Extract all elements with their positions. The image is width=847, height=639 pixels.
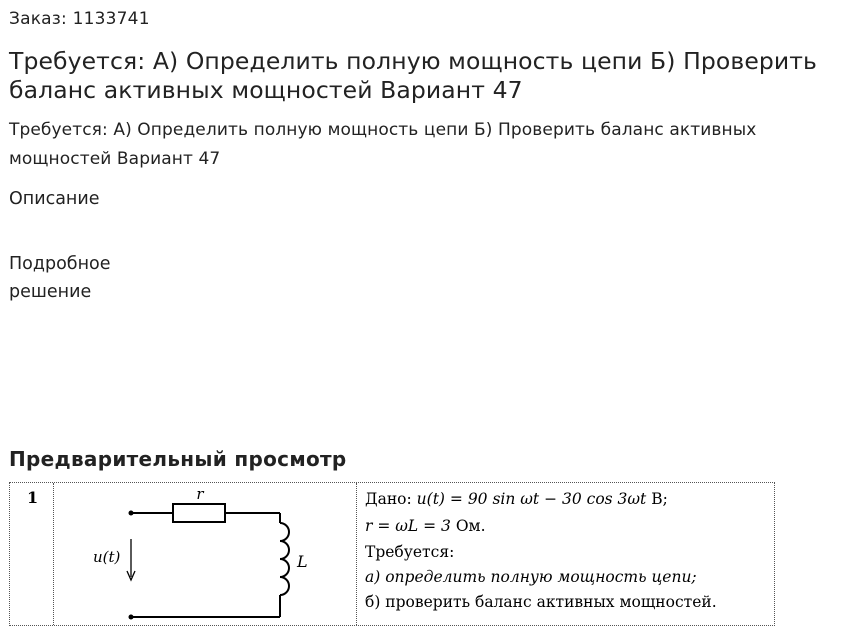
params-unit: Ом. bbox=[455, 517, 486, 535]
page-subtitle: Требуется: А) Определить полную мощность цепи Б) Проверить баланс активных мощностей Вариант 47 bbox=[9, 120, 757, 169]
row-number: 1 bbox=[27, 488, 39, 507]
task-a: а) определить полную мощность цепи; bbox=[365, 568, 697, 586]
given-line bbox=[365, 490, 668, 508]
task-b: б) проверить баланс активных мощностей. bbox=[365, 593, 717, 611]
order-label: Заказ: bbox=[9, 9, 67, 29]
circuit-cell bbox=[53, 483, 357, 625]
top-terminal bbox=[129, 511, 134, 516]
description-heading: Описание bbox=[9, 189, 100, 209]
order-line bbox=[9, 9, 150, 29]
preview-table bbox=[9, 482, 775, 626]
given-unit: В; bbox=[651, 490, 668, 508]
resistor-label: r bbox=[196, 485, 204, 503]
preview-heading: Предварительный просмотр bbox=[9, 447, 347, 471]
given-label: Дано: bbox=[365, 490, 412, 508]
params-line bbox=[365, 517, 486, 535]
resistor-symbol bbox=[173, 504, 225, 522]
inductor-label: L bbox=[297, 552, 308, 571]
params-formula: r = ωL = 3 bbox=[365, 517, 451, 535]
page-title: Требуется: А) Определить полную мощность цепи Б) Проверить баланс активных мощностей Вариант 47 bbox=[9, 47, 818, 104]
task-text-cell bbox=[357, 483, 775, 625]
number-cell bbox=[10, 483, 54, 625]
given-formula: u(t) = 90 sin ωt − 30 cos 3ωt bbox=[416, 490, 647, 508]
inductor-symbol bbox=[280, 523, 289, 595]
order-number: 1133741 bbox=[72, 9, 150, 29]
required-label: Требуется: bbox=[365, 543, 455, 561]
circuit-diagram bbox=[53, 483, 356, 626]
bottom-terminal bbox=[129, 615, 134, 620]
detailed-solution-label: Подробное решение bbox=[9, 254, 111, 302]
voltage-label: u(t) bbox=[93, 548, 121, 566]
